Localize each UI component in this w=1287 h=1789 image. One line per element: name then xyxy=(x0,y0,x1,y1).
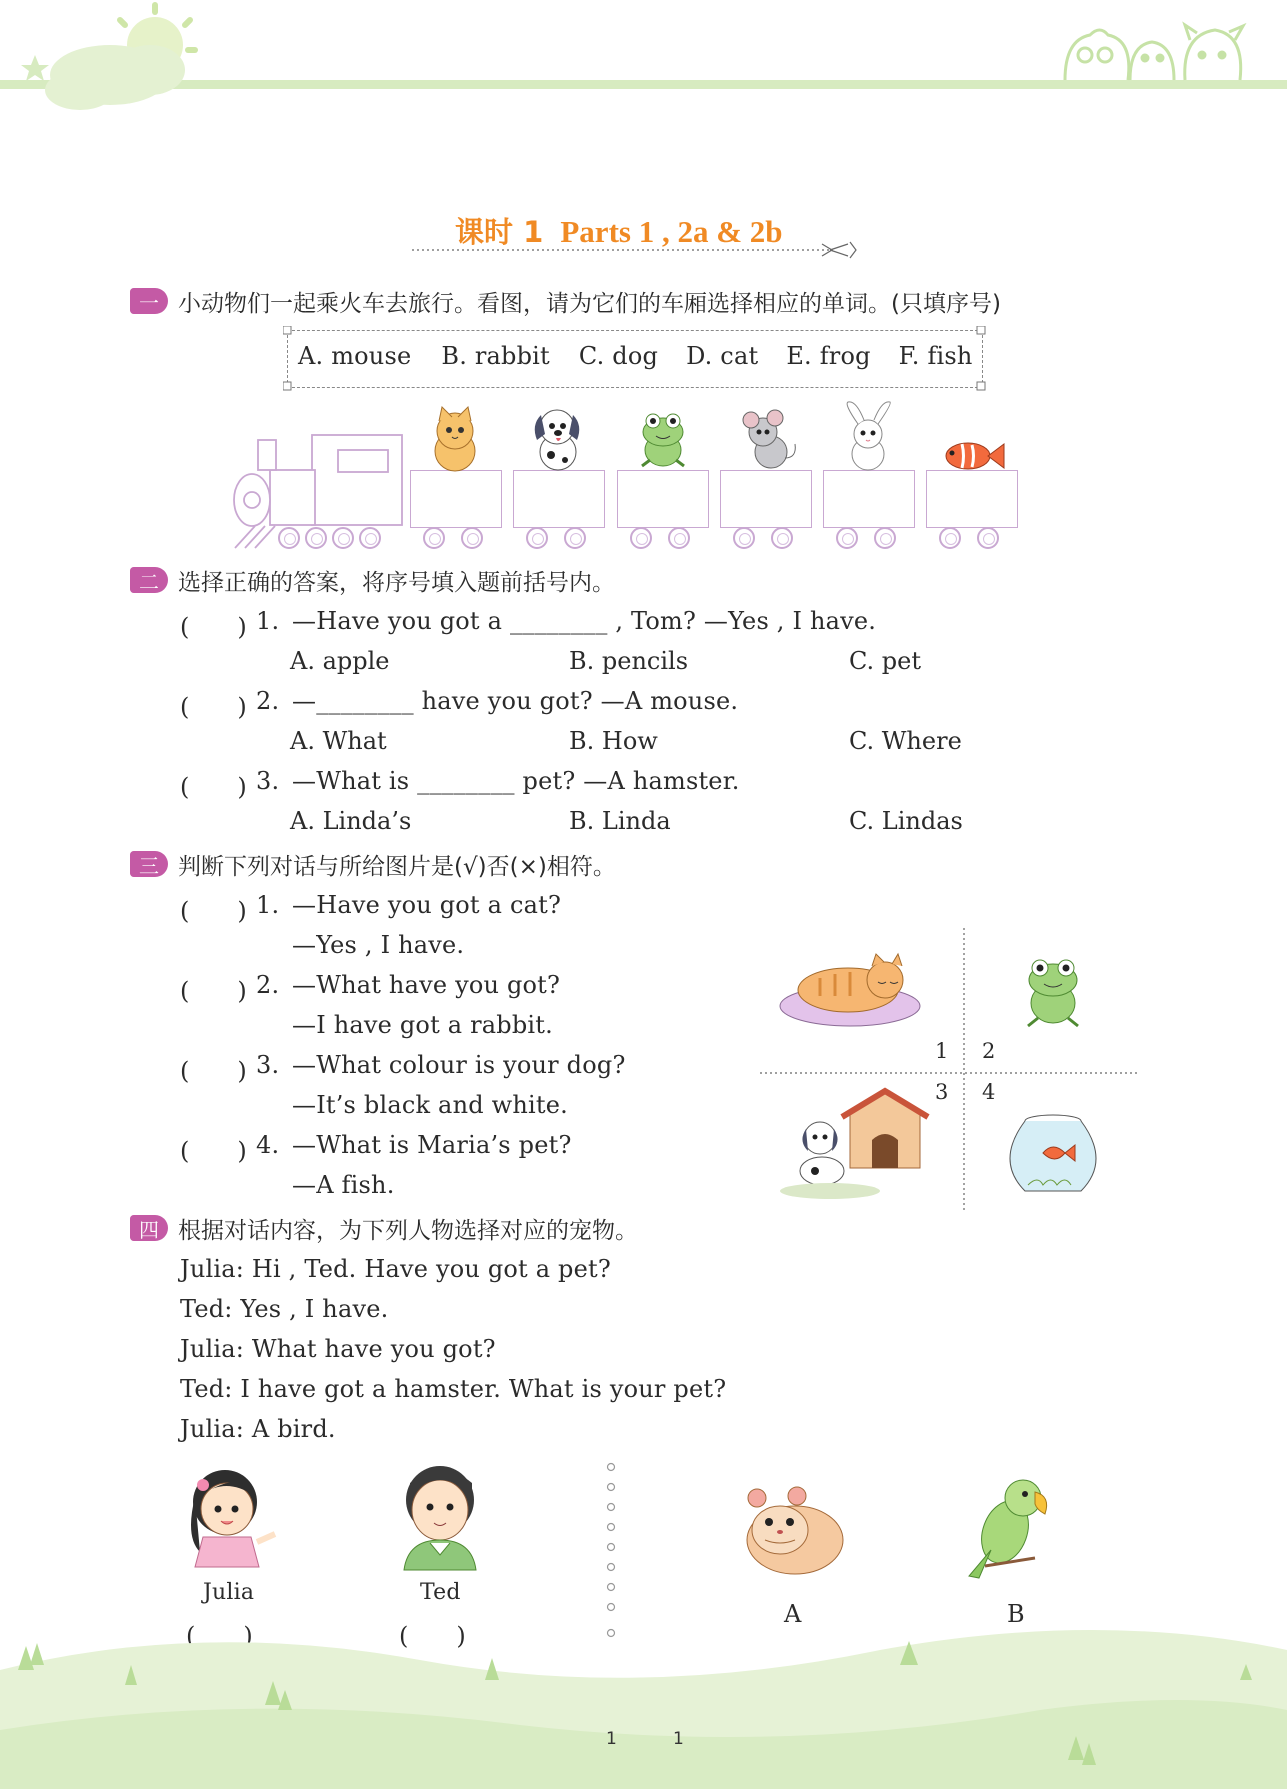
dialogue-line: —It’s black and white. xyxy=(292,1091,568,1119)
answer-paren-s3-4[interactable]: ( ) xyxy=(180,1137,247,1165)
word-option: A. mouse xyxy=(298,342,412,370)
dialogue-line: —What colour is your dog? xyxy=(292,1051,626,1079)
dialogue-line: Julia: What have you got? xyxy=(180,1335,496,1363)
header-decoration xyxy=(0,0,1287,130)
dialogue-line: Ted: I have got a hamster. What is your pet? xyxy=(180,1375,727,1403)
title-underline xyxy=(410,238,860,260)
pet-letter-b: B xyxy=(1007,1600,1025,1628)
section2-title: 选择正确的答案，将序号填入题前括号内。 xyxy=(178,569,615,596)
train-wheel xyxy=(461,527,483,549)
pet-letter-a: A xyxy=(784,1600,802,1628)
footer-landscape xyxy=(0,1610,1287,1789)
question-num: 1. xyxy=(256,607,280,635)
rabbit-icon xyxy=(833,400,903,472)
train-wheel xyxy=(771,527,793,549)
frog-icon xyxy=(1028,960,1078,1026)
dialogue-line: —Yes , I have. xyxy=(292,931,465,959)
question-num: 2. xyxy=(256,687,280,715)
section1-title: 小动物们一起乘火车去旅行。看图，请为它们的车厢选择相应的单词。(只填序号) xyxy=(178,290,1001,317)
julia-avatar xyxy=(175,1457,285,1572)
question-num: 4. xyxy=(256,1131,280,1159)
option-b[interactable]: B. pencils xyxy=(569,647,689,675)
dialogue-line: Julia: Hi , Ted. Have you got a pet? xyxy=(180,1255,611,1283)
section2-header xyxy=(130,563,615,597)
word-option: E. frog xyxy=(786,342,871,370)
sleeping-cat-icon xyxy=(780,954,920,1026)
mouse-icon xyxy=(733,408,803,472)
answer-paren-julia[interactable]: ( ) xyxy=(186,1622,253,1650)
star-icon xyxy=(21,55,49,81)
wagon-4[interactable] xyxy=(720,470,812,528)
page-number-right: 1 xyxy=(673,1729,684,1749)
answer-paren-s3-3[interactable]: ( ) xyxy=(180,1057,247,1085)
wagon-6[interactable] xyxy=(926,470,1018,528)
word-option: C. dog xyxy=(578,342,659,370)
option-c[interactable]: C. pet xyxy=(849,647,921,675)
dialogue-line: —What is Maria’s pet? xyxy=(292,1131,572,1159)
grid-number-2: 2 xyxy=(982,1039,996,1063)
question-text: —What is ________ pet? —A hamster. xyxy=(292,767,740,795)
section3-title: 判断下列对话与所给图片是(√)否(×)相符。 xyxy=(178,853,616,880)
train-wheel xyxy=(332,527,354,549)
hamster-icon xyxy=(735,1480,855,1580)
option-a[interactable]: A. Linda’s xyxy=(290,807,412,835)
train-wheel xyxy=(423,527,445,549)
wagon-3[interactable] xyxy=(617,470,709,528)
wagon-1[interactable] xyxy=(410,470,502,528)
train-wheel xyxy=(630,527,652,549)
answer-paren-q3[interactable]: ( ) xyxy=(180,773,247,801)
parrot-icon xyxy=(965,1470,1055,1585)
answer-paren-s3-2[interactable]: ( ) xyxy=(180,977,247,1005)
train-wheel xyxy=(874,527,896,549)
wagon-5[interactable] xyxy=(823,470,915,528)
question-text: —Have you got a ________ , Tom? —Yes , I have. xyxy=(292,607,877,635)
dialogue-line: Ted: Yes , I have. xyxy=(180,1295,389,1323)
ted-avatar xyxy=(390,1455,490,1572)
question-num: 3. xyxy=(256,1051,280,1079)
answer-paren-q1[interactable]: ( ) xyxy=(180,613,247,641)
train-wheel xyxy=(939,527,961,549)
train-wheel xyxy=(278,527,300,549)
section4-header xyxy=(130,1211,638,1245)
cat-icon xyxy=(420,403,490,473)
section1-badge: 一 xyxy=(130,288,168,314)
grid-number-1: 1 xyxy=(935,1039,949,1063)
page-number-left: 1 xyxy=(606,1729,617,1749)
grid-number-3: 3 xyxy=(935,1080,949,1104)
option-c[interactable]: C. Lindas xyxy=(849,807,963,835)
person-name-ted: Ted xyxy=(420,1580,461,1605)
frog-icon xyxy=(628,408,698,472)
lesson-label: 课时 1 xyxy=(455,215,544,249)
grid-number-4: 4 xyxy=(982,1080,996,1104)
section3-badge: 三 xyxy=(130,851,168,877)
option-a[interactable]: A. What xyxy=(290,727,387,755)
dialogue-line: Julia: A bird. xyxy=(180,1415,336,1443)
dialogue-line: —Have you got a cat? xyxy=(292,891,562,919)
section2-badge: 二 xyxy=(130,567,168,593)
option-b[interactable]: B. Linda xyxy=(569,807,671,835)
fish-icon xyxy=(938,436,1008,476)
section4-title: 根据对话内容，为下列人物选择对应的宠物。 xyxy=(178,1217,638,1244)
cloud-icon xyxy=(45,45,185,110)
train-wheel xyxy=(977,527,999,549)
section4-badge: 四 xyxy=(130,1215,168,1241)
train-wheel xyxy=(836,527,858,549)
picture-grid xyxy=(760,928,1140,1213)
word-option: B. rabbit xyxy=(441,342,550,370)
animal-friends-icon xyxy=(1065,25,1243,80)
question-num: 1. xyxy=(256,891,280,919)
question-text: —________ have you got? —A mouse. xyxy=(292,687,739,715)
option-a[interactable]: A. apple xyxy=(290,647,390,675)
answer-paren-q2[interactable]: ( ) xyxy=(180,693,247,721)
dialogue-line: —I have got a rabbit. xyxy=(292,1011,553,1039)
dialogue-line: —What have you got? xyxy=(292,971,561,999)
option-c[interactable]: C. Where xyxy=(849,727,962,755)
option-b[interactable]: B. How xyxy=(569,727,658,755)
answer-paren-s3-1[interactable]: ( ) xyxy=(180,897,247,925)
section3-header xyxy=(130,847,616,881)
dialogue-line: —A fish. xyxy=(292,1171,395,1199)
train-wheel xyxy=(668,527,690,549)
word-option: F. fish xyxy=(898,342,973,370)
lesson-parts: Parts 1 , 2a & 2b xyxy=(560,214,783,249)
word-bank-corners xyxy=(283,326,987,392)
question-num: 3. xyxy=(256,767,280,795)
wagon-2[interactable] xyxy=(513,470,605,528)
question-num: 2. xyxy=(256,971,280,999)
dog-kennel-icon xyxy=(780,1091,928,1199)
fishbowl-icon xyxy=(1010,1115,1096,1191)
dog-icon xyxy=(523,400,593,472)
word-option: D. cat xyxy=(686,342,759,370)
train-wheel xyxy=(359,527,381,549)
person-name-julia: Julia xyxy=(203,1580,255,1605)
answer-paren-ted[interactable]: ( ) xyxy=(399,1622,466,1650)
section1-header xyxy=(130,284,1001,318)
train-wheel xyxy=(526,527,548,549)
train-wheel xyxy=(305,527,327,549)
train-wheel xyxy=(564,527,586,549)
train-wheel xyxy=(733,527,755,549)
